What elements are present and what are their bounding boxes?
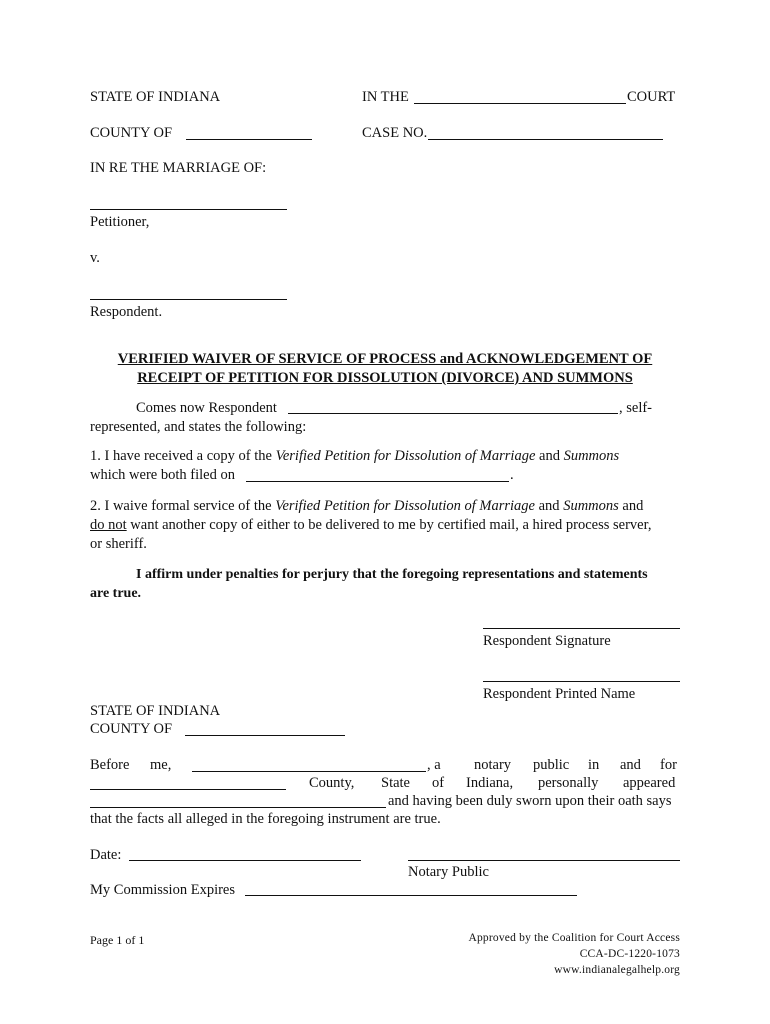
petitioner-name-field[interactable] — [90, 209, 287, 210]
respondent-signature-line[interactable] — [483, 628, 680, 629]
notary-county-name-field[interactable] — [90, 789, 286, 790]
intro-self: , self- — [619, 400, 653, 416]
caption-petitioner: Petitioner, — [90, 214, 150, 230]
caption-in-the: IN THE — [362, 89, 409, 105]
caption-county-of: COUNTY OF — [90, 125, 173, 141]
paragraph-1-line1: 1. I have received a copy of the Verified Petition for Dissolution of Marriage and Summons — [90, 448, 620, 464]
notary-county: County, — [309, 775, 355, 791]
caption-versus: v. — [90, 250, 100, 266]
notary-word-for: for — [660, 757, 677, 773]
footer-approved: Approved by the Coalition for Court Access — [468, 932, 680, 944]
notary-signature-line[interactable] — [408, 860, 680, 861]
notary-county-of: COUNTY OF — [90, 721, 173, 737]
footer-form-number: CCA-DC-1220-1073 — [579, 948, 680, 960]
paragraph-1-filed-on: which were both filed on — [90, 467, 235, 483]
appeared-person-field[interactable] — [90, 807, 386, 808]
notary-personally: personally — [538, 775, 599, 791]
filed-date-field[interactable] — [246, 481, 509, 482]
document-title-line1: VERIFIED WAIVER OF SERVICE OF PROCESS and ACKNOWLEDGEMENT OF — [117, 351, 653, 367]
respondent-printed-name-label: Respondent Printed Name — [483, 686, 636, 702]
notary-a: , a — [427, 757, 441, 773]
caption-state: STATE OF INDIANA — [90, 89, 221, 105]
affirmation-line1: I affirm under penalties for perjury that the foregoing representations and statements — [136, 567, 648, 582]
date-field[interactable] — [129, 860, 361, 861]
commission-label: My Commission Expires — [90, 882, 236, 898]
case-number-field[interactable] — [428, 139, 663, 140]
notary-state-word: State — [381, 775, 410, 791]
notary-county-field[interactable] — [185, 735, 345, 736]
notary-appeared: appeared — [623, 775, 676, 791]
respondent-printed-name-line[interactable] — [483, 681, 680, 682]
intro-represented: represented, and states the following: — [90, 419, 307, 435]
paragraph-1-period: . — [510, 467, 514, 483]
county-field[interactable] — [186, 139, 312, 140]
caption-respondent: Respondent. — [90, 304, 163, 320]
date-label: Date: — [90, 847, 122, 863]
notary-indiana: Indiana, — [466, 775, 514, 791]
footer-website[interactable]: www.indianalegalhelp.org — [554, 964, 680, 976]
court-name-field[interactable] — [414, 103, 626, 104]
notary-public-label: Notary Public — [408, 864, 489, 880]
notary-word-in: in — [588, 757, 600, 773]
respondent-intro-field[interactable] — [288, 413, 618, 414]
paragraph-2-line3: or sheriff. — [90, 536, 147, 552]
notary-state: STATE OF INDIANA — [90, 703, 221, 719]
notary-word-public: public — [533, 757, 570, 773]
commission-expires-field[interactable] — [245, 895, 577, 896]
document-title-line2: RECEIPT OF PETITION FOR DISSOLUTION (DIVORCE) AND SUMMONS — [137, 370, 633, 386]
page-number: Page 1 of 1 — [90, 933, 145, 947]
respondent-signature-label: Respondent Signature — [483, 633, 611, 649]
paragraph-2-line1: 2. I waive formal service of the Verified Petition for Dissolution of Marriage and Summons and — [90, 498, 644, 514]
notary-before: Before — [90, 757, 130, 773]
caption-case-no: CASE NO. — [362, 125, 428, 141]
affirmation-line2: are true. — [90, 586, 142, 601]
respondent-name-field[interactable] — [90, 299, 287, 300]
caption-court: COURT — [627, 89, 676, 105]
intro-text: Comes now Respondent — [136, 400, 277, 416]
notary-me: me, — [150, 757, 172, 773]
notary-facts: that the facts all alleged in the foregoing instrument are true. — [90, 811, 441, 827]
notary-name-field[interactable] — [192, 771, 426, 772]
notary-word-notary: notary — [474, 757, 512, 773]
paragraph-2-line2: do not want another copy of either to be delivered to me by certified mail, a hired process server, — [90, 517, 652, 533]
notary-word-and: and — [620, 757, 641, 773]
notary-of: of — [432, 775, 445, 791]
caption-in-re: IN RE THE MARRIAGE OF: — [90, 160, 267, 176]
notary-sworn: and having been duly sworn upon their oath says — [388, 793, 672, 809]
